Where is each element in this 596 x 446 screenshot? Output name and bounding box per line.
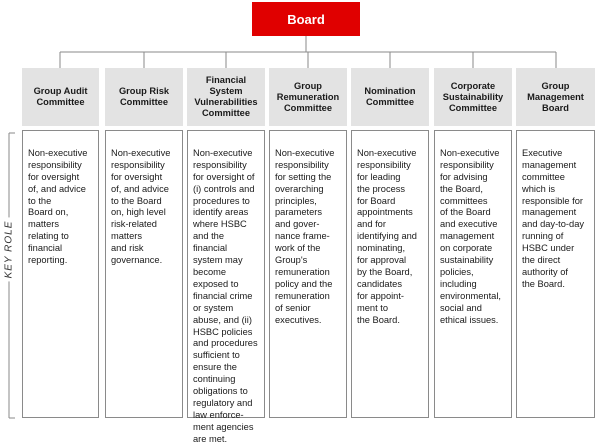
committee-nomination — [351, 68, 429, 126]
board-box — [252, 2, 360, 36]
board-label: Board — [287, 11, 325, 27]
key-role-label-container — [0, 220, 18, 279]
role-group-audit — [22, 130, 99, 418]
committee-title: Group Audit Committee — [33, 86, 88, 107]
role-group-remuneration — [269, 130, 347, 418]
committee-title: Financial System Vulnerabilities Committee — [194, 75, 258, 118]
role-corporate-sustainability — [434, 130, 512, 418]
role-text: Executive management committee which is responsible for management and day-to-day running of HSBC under the direct authority of the Board. — [522, 147, 585, 289]
committee-financial-system-vulnerabilities — [187, 68, 265, 126]
key-role-label: KEY ROLE — [4, 218, 15, 282]
role-nomination — [351, 130, 429, 418]
role-text: Non-executive responsibility for setting the overarching principles, parameters and gover- nance frame- work of the Group's remuneration policy and the remuneration of senior executives. — [275, 147, 335, 325]
role-text: Non-executive responsibility for advising the Board, committees of the Board and executive management on corporate sustainability policies, including environmental, social and ethical issues. — [440, 147, 501, 325]
role-text: Non-executive responsibility for oversight of, and advice to the Board on, high level risk-related matters and risk governance. — [111, 147, 171, 266]
committee-title: Group Risk Committee — [118, 86, 170, 107]
committee-title: Corporate Sustainability Committee — [442, 80, 504, 113]
committee-corporate-sustainability — [434, 68, 512, 126]
role-financial-system-vulnerabilities — [187, 130, 265, 444]
role-text: Non-executive responsibility for oversight of, and advice to the Board on, matters relating to financial reporting. — [28, 147, 88, 266]
committee-group-management-board — [516, 68, 595, 126]
role-group-management-board — [516, 130, 595, 418]
committee-title: Group Remuneration Committee — [276, 80, 340, 113]
role-text: Non-executive responsibility for oversight of (i) controls and procedures to identify areas where HSBC and the financial system may become exposed to financial crime or system abuse, and (ii) HSBC policies and procedures sufficient to ensure the continuing obligations to regulatory and law enforce- ment agencies are met. — [193, 147, 258, 444]
committee-title: Nomination Committee — [364, 86, 416, 107]
committee-group-risk — [105, 68, 183, 126]
role-group-risk — [105, 130, 183, 418]
committee-title: Group Management Board — [527, 80, 584, 113]
committee-group-remuneration — [269, 68, 347, 126]
committee-group-audit — [22, 68, 99, 126]
role-text: Non-executive responsibility for leading the process for Board appointments and for identifying and nominating, for approval by the Board, candidates for appoint- ment to the Board. — [357, 147, 417, 325]
